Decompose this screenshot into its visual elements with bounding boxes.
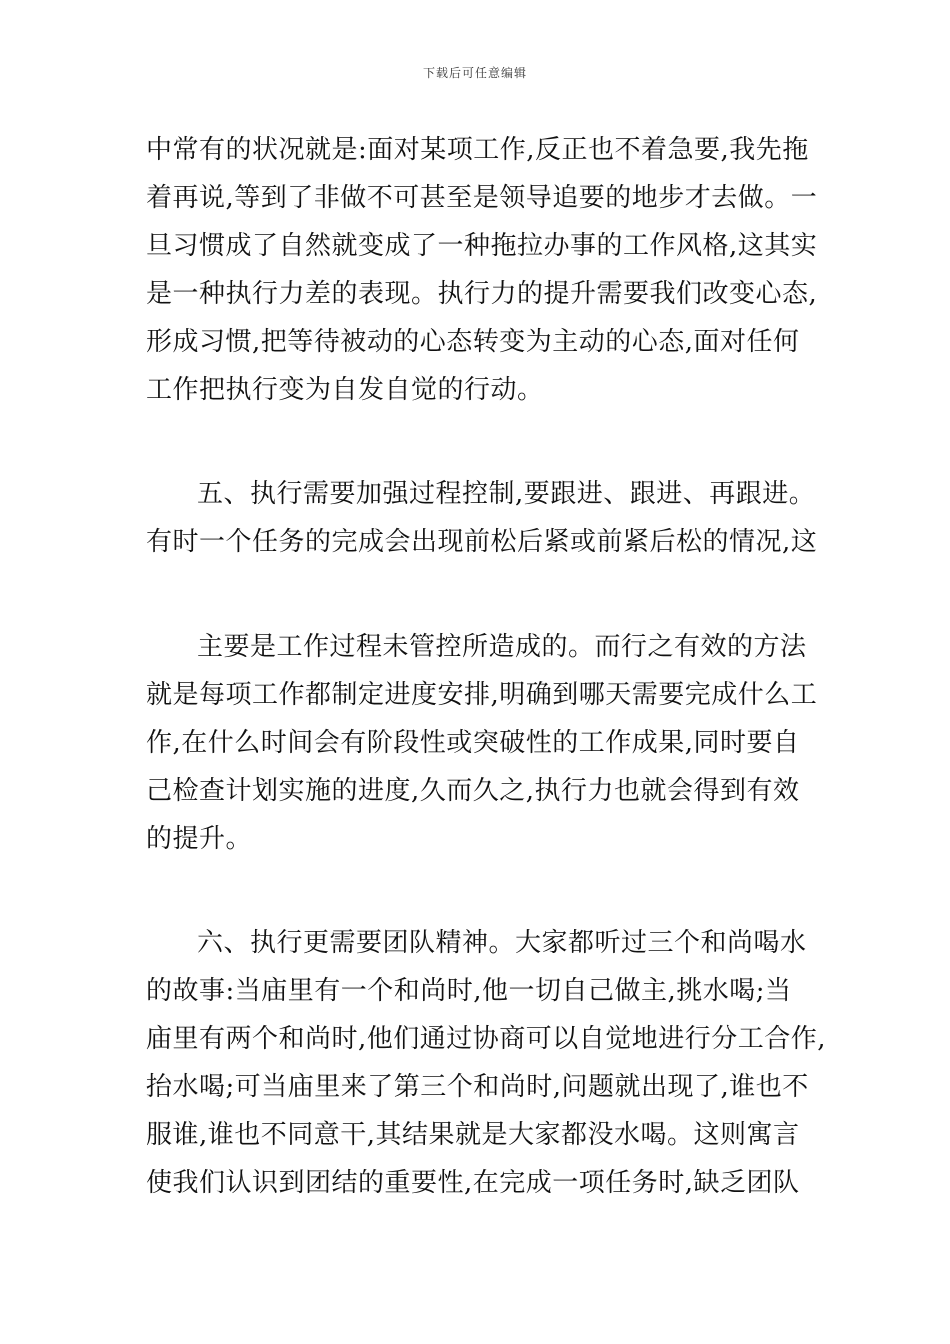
paragraph-line: 是一种执行力差的表现。执行力的提升需要我们改变心态, xyxy=(146,279,818,309)
paragraph-line: 主要是工作过程未管控所造成的。而行之有效的方法 xyxy=(197,632,807,662)
paragraph-line: 工作把执行变为自发自觉的行动。 xyxy=(146,375,544,405)
paragraph-line: 六、执行更需要团队精神。大家都听过三个和尚喝水 xyxy=(197,928,807,958)
paragraph-line: 就是每项工作都制定进度安排,明确到哪天需要完成什么工 xyxy=(146,680,818,710)
paragraph-line: 旦习惯成了自然就变成了一种拖拉办事的工作风格,这其实 xyxy=(146,231,818,261)
paragraph-line: 使我们认识到团结的重要性,在完成一项任务时,缺乏团队 xyxy=(146,1168,800,1198)
paragraph-line: 的提升。 xyxy=(146,824,253,854)
paragraph-line: 庙里有两个和尚时,他们通过协商可以自觉地进行分工合作, xyxy=(146,1024,827,1054)
paragraph-line: 中常有的状况就是:面对某项工作,反正也不着急要,我先拖 xyxy=(146,135,809,165)
paragraph-line: 的故事:当庙里有一个和尚时,他一切自己做主,挑水喝;当 xyxy=(146,976,792,1006)
paragraph-line: 抬水喝;可当庙里来了第三个和尚时,问题就出现了,谁也不 xyxy=(146,1072,809,1102)
paragraph-line: 有时一个任务的完成会出现前松后紧或前紧后松的情况,这 xyxy=(146,527,818,557)
page-header: 下载后可任意编辑 xyxy=(422,66,527,80)
paragraph-line: 服谁,谁也不同意干,其结果就是大家都没水喝。这则寓言 xyxy=(146,1120,800,1150)
paragraph-line: 五、执行需要加强过程控制,要跟进、跟进、再跟进。 xyxy=(197,479,816,509)
paragraph-line: 作,在什么时间会有阶段性或突破性的工作成果,同时要自 xyxy=(146,728,800,758)
paragraph-line: 己检查计划实施的进度,久而久之,执行力也就会得到有效 xyxy=(146,776,800,806)
paragraph-line: 形成习惯,把等待被动的心态转变为主动的心态,面对任何 xyxy=(146,327,800,357)
paragraph-line: 着再说,等到了非做不可甚至是领导追要的地步才去做。一 xyxy=(146,183,818,213)
